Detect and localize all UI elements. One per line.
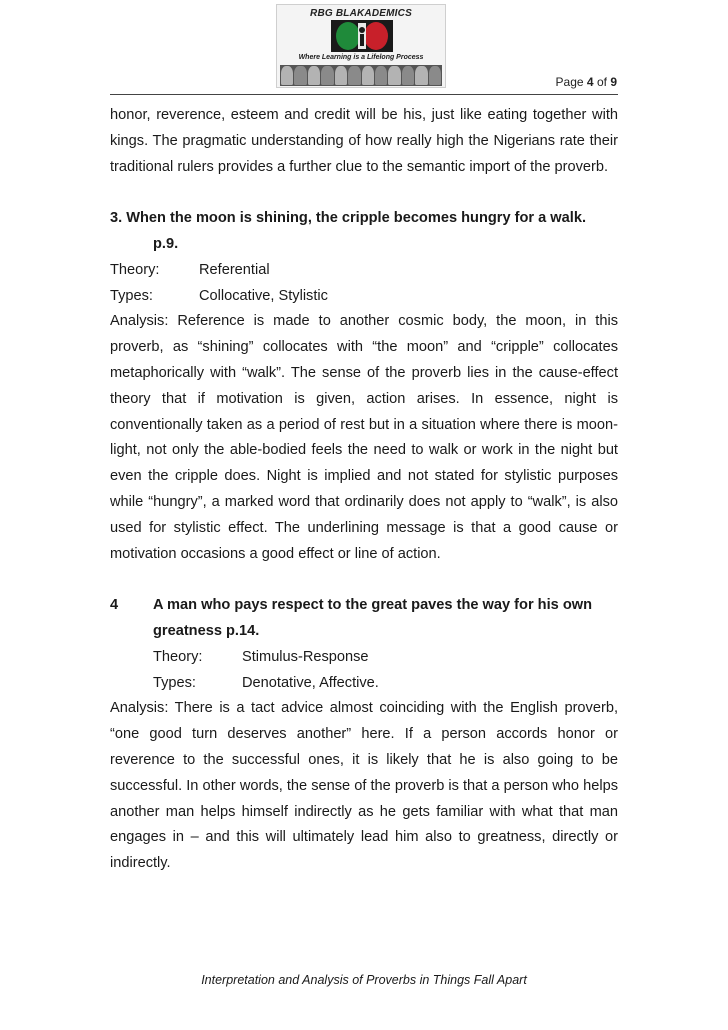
text-line: proverb, as “shining” collocates with “the moon” and “cripple” collocates	[110, 339, 618, 356]
section-4-analysis	[110, 696, 618, 877]
section-4-heading-cont-row	[110, 619, 618, 645]
text-line: reverence to the successful ones, it is likely that he is also going to be	[110, 751, 618, 768]
theory-label: Theory:	[110, 261, 160, 278]
types-value: Denotative, Affective.	[242, 674, 379, 691]
logo-emblem	[331, 20, 393, 52]
section-4-heading-text: A man who pays respect to the great paves the way for his own	[153, 597, 593, 614]
header-divider	[110, 94, 618, 95]
text-line: theory that if motivation is given, action arises. In essence, night is	[110, 390, 618, 407]
text-line: man engages in – and this will ultimately lead him also to greatness, directly	[110, 803, 618, 846]
section-3-heading-cont: p.9.	[153, 235, 179, 252]
section-3-heading-text: 3. When the moon is shining, the cripple becomes hungry for a walk.	[110, 210, 586, 227]
header-logo	[276, 4, 446, 88]
theory-value: Referential	[199, 261, 270, 278]
types-label: Types:	[110, 287, 153, 304]
section-3-theory	[110, 258, 618, 284]
section-4-theory	[110, 645, 618, 671]
section-4-heading	[110, 593, 618, 619]
section-4-number: 4	[110, 597, 119, 614]
text-line: honor, reverence, esteem and credit will be his, just like eating together with	[110, 107, 618, 123]
text-line: traditional rulers provides a further clue to the semantic import of the proverb.	[110, 158, 609, 175]
theory-value: Stimulus-Response	[242, 648, 369, 665]
text-line: conventionally taken as a period of rest but in a situation where there is moon-	[110, 416, 618, 433]
section-3-heading	[110, 206, 618, 258]
text-line: light, not only the able-bodied feels the need to walk or work in the night but	[110, 442, 618, 459]
logo-portrait-strip	[280, 65, 442, 86]
section-3-analysis	[110, 309, 618, 567]
text-line: while “hungry”, a marked word that ordinarily does not apply to “walk”, is also	[110, 493, 618, 510]
logo-title: RBG BLAKADEMICS	[310, 8, 412, 19]
page-number	[556, 75, 617, 89]
section-4-heading-cont: greatness p.14.	[153, 622, 260, 639]
page-current: 4	[586, 75, 594, 89]
page-of: of	[596, 75, 607, 89]
document-body	[110, 103, 618, 877]
text-line: successful. In other words, the sense of the proverb is that a person who	[110, 777, 580, 794]
text-line: motivation occasions a good effect or line of action.	[110, 545, 441, 562]
page-total: 9	[610, 75, 617, 89]
text-line: Analysis: There is a tact advice almost coinciding with the English proverb,	[110, 700, 618, 717]
text-line: kings. The pragmatic understanding of how really high the Nigerians rate their	[110, 132, 618, 149]
section-3-types	[110, 284, 618, 310]
theory-label: Theory:	[153, 648, 203, 665]
logo-tagline: Where Learning is a Lifelong Process	[298, 54, 424, 61]
section-4-types	[110, 671, 618, 697]
text-line: “one good turn deserves another” here. If a person accords honor or	[110, 726, 618, 743]
text-line: helps another man helps himself indirectly as he gets familiar with what that	[110, 777, 619, 820]
text-line: even the cripple does. Night is implied and not stated for stylistic purposes	[110, 468, 618, 485]
types-value: Collocative, Stylistic	[199, 287, 328, 304]
text-line: metaphorically with “walk”. The sense of the proverb lies in the cause-effect	[110, 364, 618, 381]
intro-paragraph	[110, 103, 618, 180]
text-line: or indirectly.	[110, 829, 618, 872]
text-line: used for stylistic effect. The underlining message is that a good cause or	[110, 519, 618, 536]
text-line: Analysis: Reference is made to another cosmic body, the moon, in this	[110, 313, 618, 330]
page-prefix: Page	[555, 75, 584, 89]
page-footer: Interpretation and Analysis of Proverbs in Things Fall Apart	[201, 973, 527, 987]
types-label: Types:	[153, 674, 196, 691]
